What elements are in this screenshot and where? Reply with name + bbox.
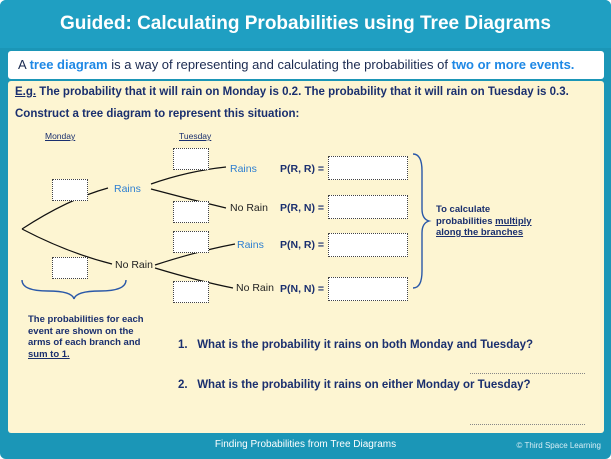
page-title: Guided: Calculating Probabilities using Tree Diagrams — [60, 13, 551, 34]
example-line-2: Construct a tree diagram to represent this situation: — [15, 108, 300, 120]
question-text: What is the probability it rains on either Monday or Tuesday? — [197, 379, 531, 391]
outcome-box-rn[interactable] — [328, 195, 408, 219]
multiply-note — [436, 204, 548, 239]
question-text: What is the probability it rains on both Monday and Tuesday? — [197, 339, 534, 351]
intro-middle: is a way of representing and calculating the probabilities of — [107, 57, 452, 72]
outcome-label: P(R, N) = — [280, 202, 325, 214]
tuesday-branch-label: No Rain — [236, 282, 274, 294]
brace-right — [413, 154, 429, 288]
outcome-label: P(R, R) = — [280, 163, 325, 175]
multiply-note-text: To calculate probabilities — [436, 204, 496, 227]
monday-norain-label: No Rain — [115, 259, 153, 271]
brace-left — [22, 280, 126, 299]
answer-box-rn[interactable] — [173, 201, 209, 223]
sum-note-text: The probabilities for each event are shown on the arms of each branch and — [28, 314, 144, 348]
outcome-label: P(N, R) = — [280, 239, 325, 251]
sum-emph: sum to 1. — [28, 348, 70, 360]
intro-before: A — [18, 57, 30, 72]
answer-box-rr[interactable] — [173, 148, 209, 170]
outcome-box-nr[interactable] — [328, 233, 408, 257]
question-2 — [178, 379, 531, 391]
monday-heading: Monday — [45, 131, 76, 141]
question-1 — [178, 339, 533, 351]
answer-line-1[interactable] — [470, 373, 585, 374]
intro-box — [8, 51, 604, 79]
monday-rains-label: Rains — [114, 183, 141, 195]
outcome-box-nn[interactable] — [328, 277, 408, 301]
intro-text — [18, 57, 574, 72]
tuesday-branch-label: Rains — [230, 163, 257, 175]
tuesday-branch-label: No Rain — [230, 202, 268, 214]
intro-emph: two or more events. — [451, 57, 575, 72]
question-number: 2. — [178, 379, 188, 391]
multiply-emph: multiply — [495, 215, 532, 227]
eg-label: E.g. — [15, 86, 37, 98]
copyright: © Third Space Learning — [516, 441, 601, 450]
answer-box-nr[interactable] — [173, 231, 209, 253]
footer-title: Finding Probabilities from Tree Diagrams — [214, 439, 397, 450]
answer-box-nn[interactable] — [173, 281, 209, 303]
content-panel — [8, 81, 604, 433]
answer-line-2[interactable] — [470, 424, 585, 425]
intro-term: tree diagram — [29, 57, 108, 72]
answer-box-monday-rains[interactable] — [52, 179, 88, 201]
tuesday-heading: Tuesday — [179, 131, 212, 141]
sum-note — [28, 314, 146, 360]
answer-box-monday-norain[interactable] — [52, 257, 88, 279]
footer — [0, 436, 611, 459]
question-number: 1. — [178, 339, 188, 351]
outcome-box-rr[interactable] — [328, 156, 408, 180]
outcome-label: P(N, N) = — [280, 283, 325, 295]
tuesday-branch-label: Rains — [237, 239, 264, 251]
title-bar — [0, 0, 611, 48]
example-text: The probability that it will rain on Monday is 0.2. The probability that it will rain on Tuesday is 0.3. — [36, 86, 569, 98]
branches-emph: along the branches — [436, 227, 524, 238]
